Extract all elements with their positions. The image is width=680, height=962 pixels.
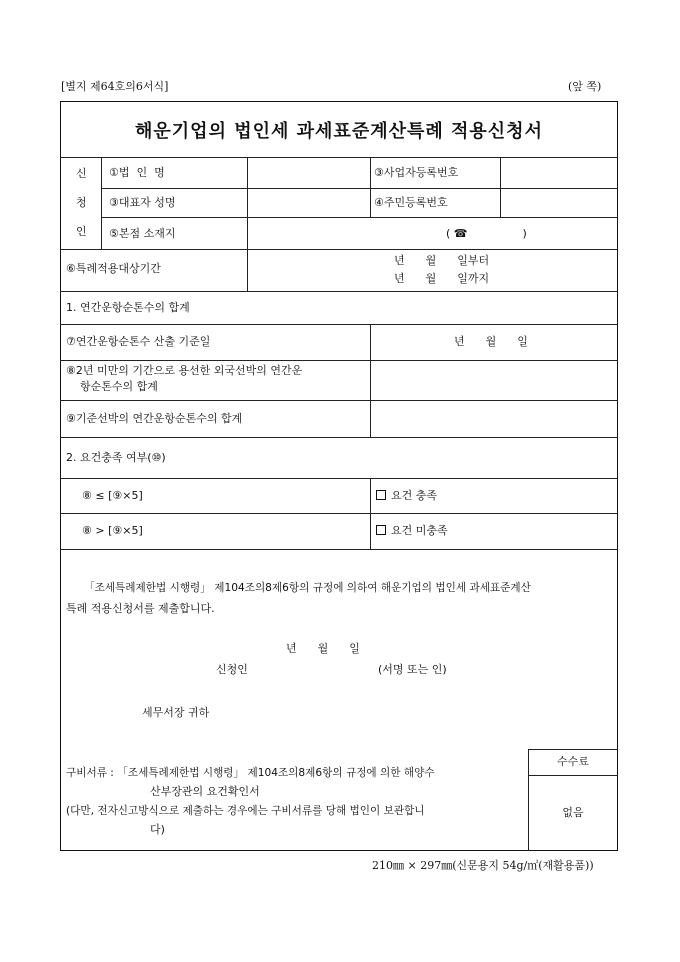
attachments-line2: 산부장관의 요건확인서 [150, 785, 260, 798]
divider [60, 549, 618, 550]
form-number: [별지 제64호의6서식] [61, 80, 169, 93]
row7-date-value: 년 월 일 [454, 335, 528, 348]
applicant-group-label: 청 [76, 196, 87, 209]
page-side-label: (앞 쪽) [568, 80, 602, 93]
declaration-date: 년 월 일 [286, 642, 360, 655]
phone-field: ( ☎ ) [446, 227, 527, 240]
requirement-unmet-checkbox[interactable] [376, 525, 386, 535]
applicant-signature-label: 신청인 [216, 663, 248, 676]
condition-satisfied-formula: ⑧ ≤ [⑨×5] [82, 489, 143, 502]
divider [60, 360, 618, 361]
declaration-line2: 특례 적용신청서를 제출합니다. [66, 602, 215, 615]
attachments-line1: 구비서류 : 「조세특례제한법 시행령」 제104조의8제6항의 규정에 의한 해양수 [66, 767, 435, 779]
declaration-line1: 「조세특례제한법 시행령」 제104조의8제6항의 규정에 의하여 해운기업의 법인세 과세표준계산 [84, 582, 531, 594]
section2-heading: 2. 요건충족 여부(⑩) [66, 451, 166, 464]
requirement-unmet-option[interactable]: 요건 미충족 [376, 524, 448, 538]
resident-reg-label: ④주민등록번호 [374, 196, 448, 209]
row8-label-line1: ⑧2년 미만의 기간으로 용선한 외국선박의 연간운 [66, 364, 303, 377]
divider [101, 188, 618, 189]
divider [101, 157, 102, 249]
divider [60, 400, 618, 401]
applicant-group-label: 인 [76, 225, 87, 238]
section1-heading: 1. 연간운항순톤수의 합계 [66, 301, 190, 314]
divider [528, 749, 618, 750]
paper-spec: 210㎜ × 297㎜(신문용지 54g/㎡(재활용품)) [372, 859, 594, 872]
attachments-line4: 다) [150, 823, 165, 836]
row9-label: ⑨기준선박의 연간운항순톤수의 합계 [66, 412, 243, 425]
applicant-group-label: 신 [76, 167, 87, 180]
divider [101, 217, 618, 218]
divider [60, 513, 618, 514]
divider [370, 324, 371, 437]
divider [60, 291, 618, 292]
attachments-line3: (다만, 전자신고방식으로 제출하는 경우에는 구비서류를 당해 법인이 보관합니 [66, 805, 425, 817]
period-to: 년 월 일까지 [394, 272, 490, 285]
condition-unsatisfied-formula: ⑧ > [⑨×5] [82, 524, 143, 537]
row8-label-line2: 항순톤수의 합계 [80, 380, 158, 393]
divider [60, 324, 618, 325]
divider [500, 157, 501, 217]
requirement-met-checkbox[interactable] [376, 490, 386, 500]
period-label: ⑥특례적용대상기간 [66, 262, 161, 275]
signature-or-seal-label: (서명 또는 인) [378, 663, 447, 676]
requirement-met-option[interactable]: 요건 충족 [376, 489, 437, 503]
divider [60, 478, 618, 479]
phone-icon: ☎ [453, 227, 468, 240]
period-from: 년 월 일부터 [394, 254, 490, 267]
fee-value: 없음 [562, 806, 584, 819]
biz-reg-label: ③사업자등록번호 [374, 166, 459, 179]
fee-header: 수수료 [557, 755, 589, 768]
divider [528, 775, 618, 776]
divider [370, 157, 371, 217]
divider [370, 478, 371, 549]
form-title: 해운기업의 법인세 과세표준계산특례 적용신청서 [135, 121, 543, 142]
corp-name-label: ①법 인 명 [109, 166, 165, 179]
tax-office-addressee: 세무서장 귀하 [142, 706, 210, 719]
divider [60, 437, 618, 438]
divider [247, 157, 248, 291]
hq-location-label: ⑤본점 소재지 [109, 227, 176, 240]
row7-label: ⑦연간운항순톤수 산출 기준일 [66, 335, 211, 348]
rep-name-label: ③대표자 성명 [109, 196, 176, 209]
divider [60, 157, 618, 158]
form-frame [60, 101, 618, 851]
divider [60, 249, 618, 250]
